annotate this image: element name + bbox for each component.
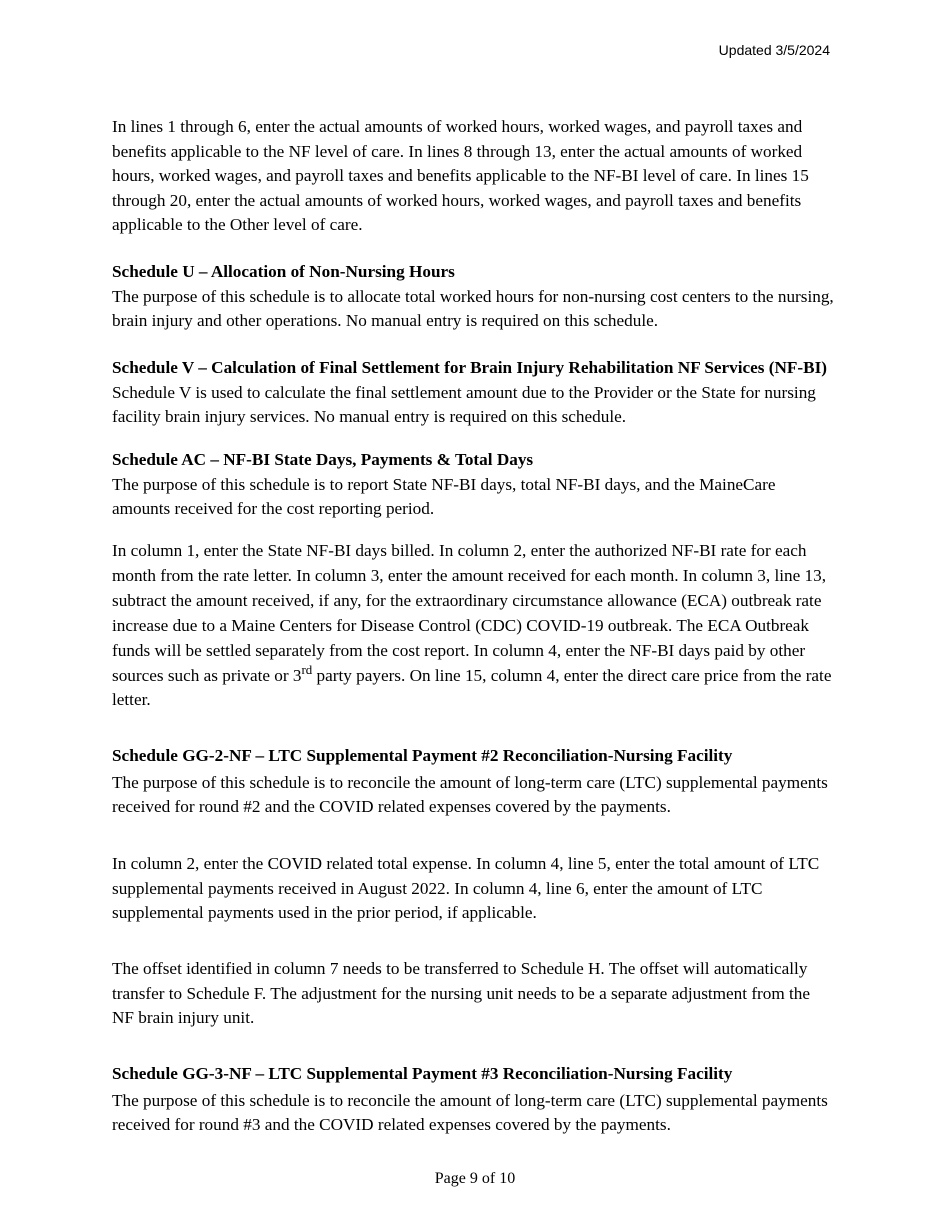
schedule-gg2-offset-text: The offset identified in column 7 needs to be transferred to Schedule H. The offset will automatically transfer to Schedule F. The adjustment for the nursing unit needs to be a separate adjustment from the NF brain injury unit.: [112, 959, 811, 1028]
paragraph-text: In lines 1 through 6, enter the actual amounts of worked hours, worked wages, and payroll taxes and benefits applicable to the NF level of care. In lines 8 through 13, enter the actual amounts of worked hours, worked wages, and payroll taxes and benefits applicable to the NF-BI level of care. In lines 15 through 20, enter the actual amounts of worked hours, worked wages, and payroll taxes and benefits applicable to the Other level of care.: [112, 117, 809, 235]
schedule-gg2-text: The purpose of this schedule is to reconcile the amount of long-term care (LTC) supplemental payments received for round #2 and the COVID related expenses covered by the payments.: [112, 772, 828, 817]
page-number: Page 9 of 10: [434, 1170, 516, 1187]
schedule-v-section: [112, 356, 836, 430]
schedule-u-text: The purpose of this schedule is to allocate total worked hours for non-nursing cost centers to the nursing, brain injury and other operations. No manual entry is required on this schedule.: [112, 286, 834, 331]
schedule-u-section: [112, 260, 836, 334]
schedule-gg2-heading: Schedule GG-2-NF – LTC Supplemental Payment #2 Reconciliation-Nursing Facility: [112, 746, 733, 765]
schedule-gg3-text: The purpose of this schedule is to reconcile the amount of long-term care (LTC) supplemental payments received for round #3 and the COVID related expenses covered by the payments.: [112, 1090, 828, 1135]
schedule-gg2-section: [112, 744, 836, 820]
schedule-ac-columns-paragraph: [112, 539, 836, 713]
lines-instructions-paragraph: [112, 115, 836, 238]
schedule-gg2-columns-paragraph: [112, 852, 836, 926]
schedule-v-heading: Schedule V – Calculation of Final Settlement for Brain Injury Rehabilitation NF Services (NF-BI): [112, 358, 828, 377]
ordinal-superscript: rd: [301, 662, 313, 677]
schedule-u-heading: Schedule U – Allocation of Non-Nursing Hours: [112, 262, 455, 281]
schedule-ac-section: [112, 448, 836, 522]
schedule-gg3-heading: Schedule GG-3-NF – LTC Supplemental Payment #3 Reconciliation-Nursing Facility: [112, 1064, 733, 1083]
schedule-ac-heading: Schedule AC – NF-BI State Days, Payments & Total Days: [112, 450, 534, 469]
schedule-ac-columns-text-end: party payers. On line 15, column 4, enter the direct care price from the rate letter.: [112, 665, 832, 710]
schedule-gg2-columns-text: In column 2, enter the COVID related total expense. In column 4, line 5, enter the total amount of LTC supplemental payments received in August 2022. In column 4, line 6, enter the amount of LTC supplemental payments used in the prior period, if applicable.: [112, 854, 820, 923]
schedule-gg2-offset-paragraph: [112, 957, 836, 1031]
schedule-ac-columns-text: In column 1, enter the State NF-BI days billed. In column 2, enter the authorized NF-BI rate for each month from the rate letter. In column 3, enter the amount received for each month. In column 3, line 13, subtract the amount received, if any, for the extraordinary circumstance allowance (ECA) outbreak rate increase due to a Maine Centers for Disease Control (CDC) COVID-19 outbreak. The ECA Outbreak funds will be settled separately from the cost report. In column 4, enter the NF-BI days paid by other sources such as private or 3: [112, 541, 827, 685]
updated-date: Updated 3/5/2024: [718, 42, 830, 58]
schedule-ac-text: The purpose of this schedule is to report State NF-BI days, total NF-BI days, and the MaineCare amounts received for the cost reporting period.: [112, 474, 776, 519]
schedule-gg3-section: [112, 1062, 836, 1138]
schedule-v-text: Schedule V is used to calculate the final settlement amount due to the Provider or the State for nursing facility brain injury services. No manual entry is required on this schedule.: [112, 382, 816, 427]
